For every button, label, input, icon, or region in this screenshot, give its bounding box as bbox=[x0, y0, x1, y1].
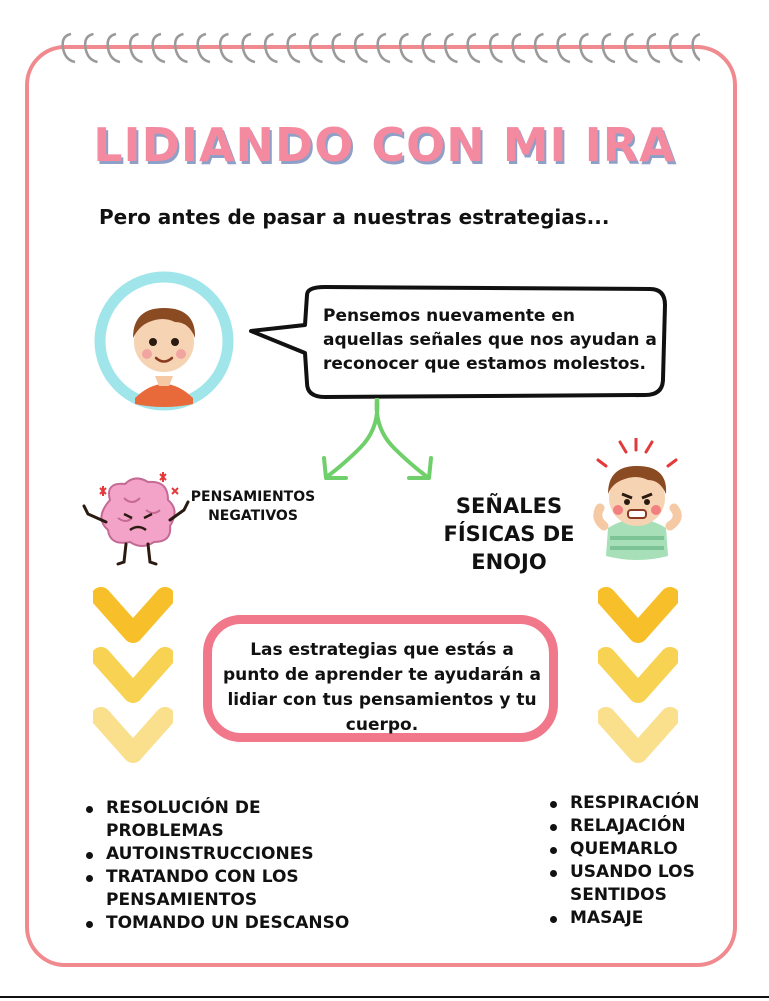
list-item: TOMANDO UN DESCANSO bbox=[80, 912, 380, 935]
right-strategy-list bbox=[544, 792, 724, 930]
list-item: RESPIRACIÓN bbox=[544, 792, 724, 815]
right-branch-label: SEÑALES FÍSICAS DE ENOJO bbox=[443, 494, 575, 574]
spiral-coil bbox=[513, 34, 525, 62]
spiral-binding-icon bbox=[60, 26, 700, 70]
spiral-coil bbox=[580, 34, 592, 62]
spiral-coil bbox=[130, 34, 142, 62]
spiral-coil bbox=[175, 34, 187, 62]
spiral-coil bbox=[198, 34, 210, 62]
speech-bubble-text: Pensemos nuevamente en aquellas señales que nos ayudan a reconocer que estamos molestos. bbox=[323, 306, 657, 374]
spiral-coil bbox=[693, 34, 700, 62]
list-item: RESOLUCIÓN DE PROBLEMAS bbox=[80, 797, 380, 843]
spiral-coil bbox=[468, 34, 480, 62]
angry-brain-icon bbox=[80, 470, 190, 570]
spiral-coil bbox=[625, 34, 637, 62]
subtitle: Pero antes de pasar a nuestras estrategias... bbox=[99, 205, 610, 229]
chevron-down-icon bbox=[93, 587, 173, 777]
list-item: USANDO LOS SENTIDOS bbox=[544, 861, 724, 907]
page-title: LIDIANDO CON MI IRA bbox=[93, 118, 676, 172]
spiral-coil bbox=[333, 34, 345, 62]
spiral-coil bbox=[355, 34, 367, 62]
left-branch-label: PENSAMIENTOS NEGATIVOS bbox=[190, 489, 316, 524]
spiral-coil bbox=[288, 34, 300, 62]
list-item: AUTOINSTRUCCIONES bbox=[80, 843, 380, 866]
split-arrow-icon bbox=[320, 398, 435, 483]
bottom-rule bbox=[0, 996, 769, 998]
list-item: QUEMARLO bbox=[544, 838, 724, 861]
list-item: RELAJACIÓN bbox=[544, 815, 724, 838]
center-box-text: Las estrategias que estás a punto de aprender te ayudarán a lidiar con tus pensamientos y tu cuerpo. bbox=[222, 640, 542, 735]
spiral-coil bbox=[153, 34, 165, 62]
list-item: MASAJE bbox=[544, 907, 724, 930]
spiral-coil bbox=[378, 34, 390, 62]
boy-avatar-icon bbox=[93, 270, 235, 412]
spiral-coil bbox=[445, 34, 457, 62]
spiral-coil bbox=[423, 34, 435, 62]
spiral-coil bbox=[265, 34, 277, 62]
list-item: TRATANDO CON LOS PENSAMIENTOS bbox=[80, 866, 380, 912]
spiral-coil bbox=[558, 34, 570, 62]
spiral-coil bbox=[108, 34, 120, 62]
spiral-coil bbox=[490, 34, 502, 62]
spiral-coil bbox=[535, 34, 547, 62]
angry-boy-icon bbox=[590, 438, 685, 563]
spiral-coil bbox=[400, 34, 412, 62]
spiral-coil bbox=[85, 34, 97, 62]
spiral-coil bbox=[648, 34, 660, 62]
spiral-coil bbox=[603, 34, 615, 62]
spiral-coil bbox=[243, 34, 255, 62]
spiral-coil bbox=[220, 34, 232, 62]
spiral-coil bbox=[63, 34, 75, 62]
spiral-coil bbox=[670, 34, 682, 62]
chevron-down-icon bbox=[598, 587, 678, 777]
spiral-coil bbox=[310, 34, 322, 62]
left-strategy-list bbox=[80, 797, 380, 935]
